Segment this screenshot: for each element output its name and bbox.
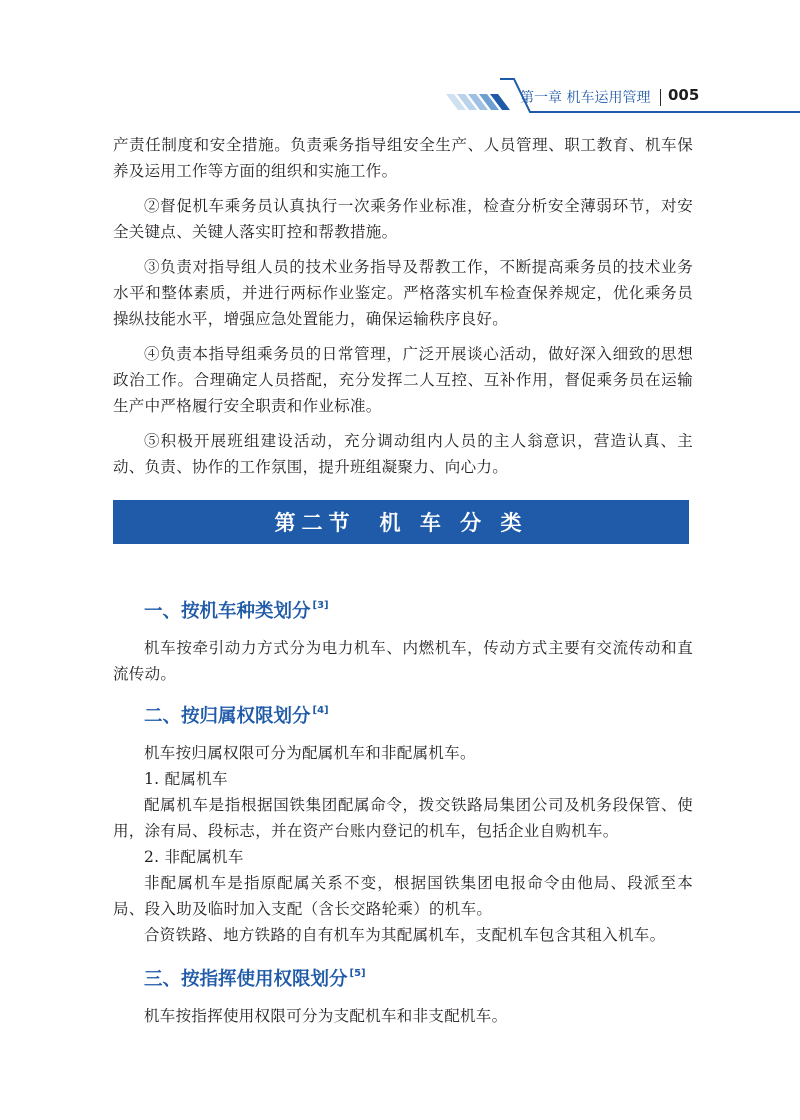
- section-2-body: [113, 740, 693, 948]
- paragraph: 机车按归属权限可分为配属机车和非配属机车。: [144, 744, 476, 762]
- heading-command-authority: 三、按指挥使用权限划分 [5]: [144, 968, 366, 990]
- duty-list-block: [113, 132, 693, 480]
- subheading-assigned: 1. 配属机车: [144, 770, 228, 788]
- reference-mark: [4]: [312, 705, 329, 716]
- heading-block-1: [144, 592, 689, 626]
- heading-block-2: [144, 697, 689, 731]
- subheading-non-assigned: 2. 非配属机车: [144, 848, 244, 866]
- section-title: 机 车 分 类: [379, 511, 528, 535]
- paragraph-item-3: ③负责对指导组人员的技术业务指导及帮教工作，不断提高乘务员的技术业务水平和整体素质，并进行两标作业鉴定。严格落实机车检查保养规定，优化乘务员操纵技能水平，增强应急处置能力，确保运输秩序良好。: [113, 258, 693, 328]
- paragraph: 机车按牵引动力方式分为电力机车、内燃机车，传动方式主要有交流传动和直流传动。: [113, 639, 693, 683]
- heading-locomotive-type: 一、按机车种类划分 [3]: [144, 600, 329, 622]
- running-chapter-title: 第一章 机车运用管理: [520, 90, 651, 106]
- reference-mark: [5]: [349, 968, 366, 979]
- section-banner: [113, 500, 689, 544]
- section-1-body: [113, 635, 693, 687]
- paragraph: 合资铁路、地方铁路的自有机车为其配属机车，支配机车包含其租入机车。: [144, 926, 666, 944]
- section-number: 第二节: [274, 511, 356, 535]
- page-header: [0, 0, 800, 120]
- paragraph-continued: 产责任制度和安全措施。负责乘务指导组安全生产、人员管理、职工教育、机车保养及运用工作等方面的组织和实施工作。: [113, 136, 693, 180]
- heading-block-3: [144, 960, 689, 994]
- paragraph: 配属机车是指根据国铁集团配属命令，拨交铁路局集团公司及机务段保管、使用，涂有局、段标志，并在资产台账内登记的机车，包括企业自购机车。: [113, 796, 693, 840]
- header-separator: [660, 89, 661, 106]
- paragraph-item-2: ②督促机车乘务员认真执行一次乘务作业标准，检查分析安全薄弱环节，对安全关键点、关键人落实盯控和帮教措施。: [113, 197, 693, 241]
- reference-mark: [3]: [312, 600, 329, 611]
- paragraph-item-5: ⑤积极开展班组建设活动，充分调动组内人员的主人翁意识，营造认真、主动、负责、协作的工作氛围，提升班组凝聚力、向心力。: [113, 432, 693, 476]
- paragraph: 机车按指挥使用权限可分为支配机车和非支配机车。: [144, 1007, 508, 1025]
- paragraph-item-4: ④负责本指导组乘务员的日常管理，广泛开展谈心活动，做好深入细致的思想政治工作。合理确定人员搭配，充分发挥二人互控、互补作用，督促乘务员在运输生产中严格履行安全职责和作业标准。: [113, 345, 693, 415]
- heading-ownership: 二、按归属权限划分 [4]: [144, 705, 329, 727]
- page-number: 005: [668, 86, 700, 104]
- section-3-body: [113, 1003, 693, 1029]
- paragraph: 非配属机车是指原配属关系不变，根据国铁集团电报命令由他局、段派至本局、段入助及临时加入支配（含长交路轮乘）的机车。: [113, 874, 693, 918]
